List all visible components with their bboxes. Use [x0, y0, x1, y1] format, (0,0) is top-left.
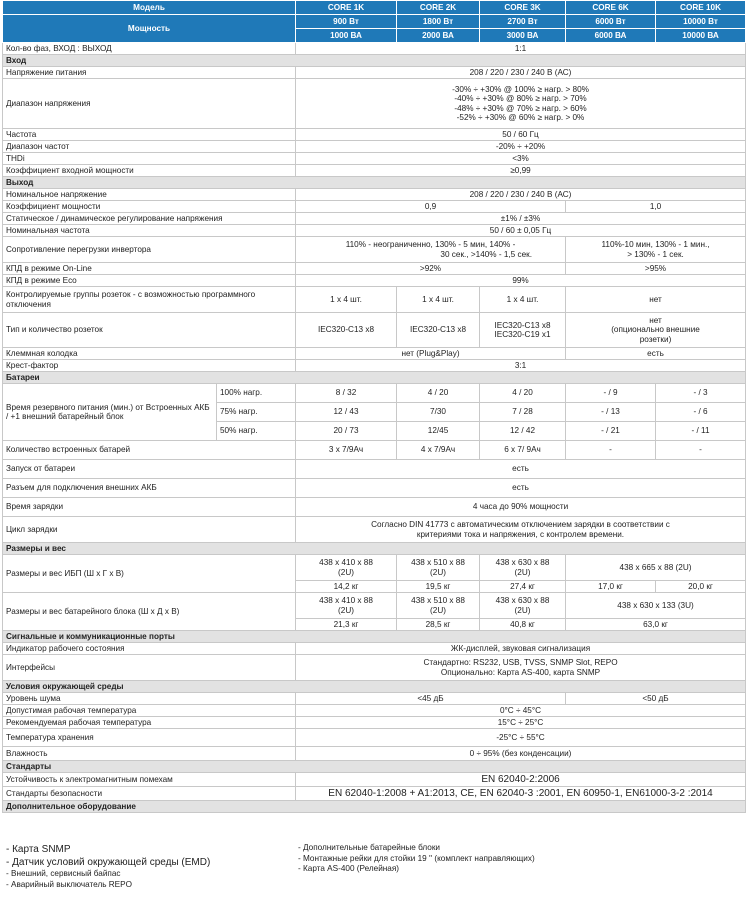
freq-label: Частота [3, 129, 296, 141]
ups-dims-large: 438 x 665 x 88 (2U) [566, 555, 746, 581]
sockets-large [566, 313, 746, 348]
op-temp-label: Допустимая рабочая температура [3, 705, 296, 717]
power-w-3k: 2700 Вт [480, 15, 566, 29]
row-charge-time [3, 498, 746, 517]
input-voltage-value: 208 / 220 / 230 / 240 В (АС) [296, 67, 746, 79]
overload-line: 110% - неограниченно, 130% - 5 мин, 140% - [345, 240, 516, 250]
eff-online-label: КПД в режиме On-Line [3, 263, 296, 275]
backup-cell: 12 / 43 [296, 403, 397, 422]
row-terminal [3, 348, 746, 360]
spec-table [2, 0, 746, 813]
section-title: Выход [3, 177, 746, 189]
row-outlet-groups [3, 287, 746, 313]
indicator-label: Индикатор рабочего состояния [3, 643, 296, 655]
batt-weight-2k: 28,5 кг [397, 619, 480, 631]
dims-line: 438 x 410 x 88 [319, 558, 373, 568]
dims-line: 438 x 510 x 88 [411, 596, 465, 606]
load-label: 75% нагр. [217, 403, 296, 422]
power-va-6k: 6000 ВА [566, 29, 656, 43]
dims-line: (2U) [430, 567, 446, 577]
row-interfaces [3, 655, 746, 681]
row-cold-start [3, 460, 746, 479]
sockets-2k: IEC320-C13 x8 [397, 313, 480, 348]
backup-cell: 7/30 [397, 403, 480, 422]
ups-weight-2k: 19,5 кг [397, 581, 480, 593]
row-nominal-freq [3, 225, 746, 237]
cold-start-value: есть [296, 460, 746, 479]
charge-time-label: Время зарядки [3, 498, 296, 517]
range-line: -48% ÷ +30% @ 70% ≥ нагр. > 60% [454, 103, 587, 113]
row-eff-online [3, 263, 746, 275]
dims-line: 438 x 510 x 88 [411, 558, 465, 568]
row-output-pf [3, 201, 746, 213]
battery-count-label: Количество встроенных батарей [3, 441, 296, 460]
ups-dims-3k [480, 555, 566, 581]
overload-line: 30 сек., >140% - 1,5 сек. [440, 249, 533, 259]
option-item: - Внешний, сервисный байпас [6, 869, 121, 878]
ext-battery-value: есть [296, 479, 746, 498]
eff-eco-value: 99% [296, 275, 746, 287]
dims-line: (2U) [514, 567, 531, 577]
dims-line: 438 x 630 x 88 [495, 558, 550, 568]
interfaces-label: Интерфейсы [3, 655, 296, 681]
interfaces-line: Опционально: Карта AS-400, карта SNMP [440, 667, 601, 677]
charge-time-value: 4 часа до 90% мощности [296, 498, 746, 517]
row-safety [3, 787, 746, 801]
ups-dims-2k [397, 555, 480, 581]
ups-dims-label: Размеры и вес ИБП (Ш х Г х В) [3, 555, 296, 593]
overload-line: > 130% - 1 сек. [627, 249, 684, 259]
sockets-line: нет [649, 316, 662, 326]
cycle-line: Согласно DIN 41773 с автоматическим отключением зарядки в соответствии с [371, 520, 670, 530]
outlet-groups-2k: 1 х 4 шт. [397, 287, 480, 313]
freq-range-value: -20% ÷ +20% [296, 141, 746, 153]
section-env [3, 681, 746, 693]
row-batt-dims [3, 593, 746, 619]
backup-cell: - / 6 [656, 403, 746, 422]
range-value [296, 79, 746, 129]
backup-cell: - / 21 [566, 422, 656, 441]
outlet-groups-3k: 1 х 4 шт. [480, 287, 566, 313]
section-title: Сигнальные и коммуникационные порты [3, 631, 746, 643]
backup-cell: 4 / 20 [397, 384, 480, 403]
row-charge-cycle [3, 517, 746, 543]
col-core-2k: CORE 2K [397, 1, 480, 15]
power-va-1k: 1000 ВА [296, 29, 397, 43]
load-label: 50% нагр. [217, 422, 296, 441]
op-temp-value: 0°С ÷ 45°С [296, 705, 746, 717]
row-phases [3, 43, 746, 55]
row-backup-100 [3, 384, 746, 403]
range-line: -52% ÷ +30% @ 60% ≥ нагр. > 0% [456, 112, 585, 122]
row-freq-range [3, 141, 746, 153]
output-voltage-value: 208 / 220 / 230 / 240 В (АС) [296, 189, 746, 201]
dims-line: (2U) [338, 567, 354, 577]
section-title: Условия окружающей среды [3, 681, 746, 693]
range-line: -30% ÷ +30% @ 100% ≥ нагр. > 80% [452, 85, 589, 95]
freq-value: 50 / 60 Гц [296, 129, 746, 141]
overload-line: 110%-10 мин, 130% - 1 мин., [601, 240, 710, 250]
row-rec-temp [3, 717, 746, 729]
batt-weight-1k: 21,3 кг [296, 619, 397, 631]
row-emc [3, 773, 746, 787]
row-sockets [3, 313, 746, 348]
batt-weight-large: 63,0 кг [566, 619, 746, 631]
input-pf-label: Коэффициент входной мощности [3, 165, 296, 177]
noise-large: <50 дБ [566, 693, 746, 705]
output-pf-large: 1,0 [566, 201, 746, 213]
row-input-pf [3, 165, 746, 177]
range-label: Диапазон напряжения [3, 79, 296, 129]
section-output [3, 177, 746, 189]
batt-dims-1k [296, 593, 397, 619]
backup-cell: 12/45 [397, 422, 480, 441]
section-title: Дополнительное оборудование [3, 801, 746, 813]
battery-count-6k: - [566, 441, 656, 460]
option-item: - Дополнительные батарейные блоки [298, 843, 440, 852]
eff-eco-label: КПД в режиме Eco [3, 275, 296, 287]
row-storage-temp [3, 729, 746, 747]
outlet-groups-1k: 1 х 4 шт. [296, 287, 397, 313]
row-ext-battery [3, 479, 746, 498]
dims-line: 438 x 630 x 88 [495, 596, 550, 606]
output-pf-small: 0,9 [296, 201, 566, 213]
output-pf-label: Коэффициент мощности [3, 201, 296, 213]
sockets-line: IEC320-C13 x8 [494, 320, 551, 330]
backup-label: Время резервного питания (мин.) от Встроенных АКБ / +1 внешний батарейный блок [3, 384, 217, 441]
ups-weight-6k: 17,0 кг [566, 581, 656, 593]
input-voltage-label: Напряжение питания [3, 67, 296, 79]
sockets-line: (опционально внешние [611, 325, 700, 335]
batt-dims-3k [480, 593, 566, 619]
row-output-voltage [3, 189, 746, 201]
power-va-3k: 3000 ВА [480, 29, 566, 43]
option-item: - Датчик условий окружающей среды (EMD) [6, 857, 211, 868]
backup-cell: 12 / 42 [480, 422, 566, 441]
model-header: Модель [3, 1, 296, 15]
sockets-3k [480, 313, 566, 348]
col-core-1k: CORE 1K [296, 1, 397, 15]
eff-online-small: >92% [296, 263, 566, 275]
batt-weight-3k: 40,8 кг [480, 619, 566, 631]
row-indicator [3, 643, 746, 655]
row-voltage-range [3, 79, 746, 129]
terminal-large: есть [566, 348, 746, 360]
section-dims [3, 543, 746, 555]
battery-count-2k: 4 х 7/9Ач [397, 441, 480, 460]
power-w-2k: 1800 Вт [397, 15, 480, 29]
crest-label: Крест-фактор [3, 360, 296, 372]
ext-battery-label: Разъем для подключения внешних АКБ [3, 479, 296, 498]
row-thdi [3, 153, 746, 165]
power-w-10k: 10000 Вт [656, 15, 746, 29]
row-eff-eco [3, 275, 746, 287]
section-options [3, 801, 746, 813]
ups-dims-1k [296, 555, 397, 581]
cycle-line: критериями тока и напряжения, с контролем времени. [416, 529, 625, 539]
eff-online-large: >95% [566, 263, 746, 275]
col-core-6k: CORE 6K [566, 1, 656, 15]
power-header: Мощность [3, 15, 296, 43]
option-item: - Карта SNMP [6, 844, 71, 855]
humidity-label: Влажность [3, 747, 296, 761]
row-humidity [3, 747, 746, 761]
range-line: -40% ÷ +30% @ 80% ≥ нагр. > 70% [454, 94, 587, 104]
section-standards [3, 761, 746, 773]
battery-count-3k: 6 х 7/ 9Ач [480, 441, 566, 460]
power-w-6k: 6000 Вт [566, 15, 656, 29]
section-input [3, 55, 746, 67]
backup-cell: 20 / 73 [296, 422, 397, 441]
interfaces-line: Стандартно: RS232, USB, TVSS, SNMP Slot, REPO [423, 658, 618, 668]
cold-start-label: Запуск от батареи [3, 460, 296, 479]
section-battery [3, 372, 746, 384]
nominal-freq-value: 50 / 60 ± 0,05 Гц [296, 225, 746, 237]
safety-label: Стандарты безопасности [3, 787, 296, 801]
power-w-1k: 900 Вт [296, 15, 397, 29]
emc-value: EN 62040-2:2006 [296, 773, 746, 787]
storage-temp-label: Температура хранения [3, 729, 296, 747]
header-row-model [3, 1, 746, 15]
row-noise [3, 693, 746, 705]
regulation-label: Статическое / динамическое регулирование напряжения [3, 213, 296, 225]
terminal-label: Клеммная колодка [3, 348, 296, 360]
dims-line: 438 x 410 x 88 [319, 596, 373, 606]
load-label: 100% нагр. [217, 384, 296, 403]
row-ups-dims [3, 555, 746, 581]
rec-temp-value: 15°С ÷ 25°С [296, 717, 746, 729]
section-signals [3, 631, 746, 643]
col-core-10k: CORE 10K [656, 1, 746, 15]
backup-cell: 4 / 20 [480, 384, 566, 403]
dims-line: (2U) [430, 605, 446, 615]
batt-dims-large: 438 x 630 x 133 (3U) [566, 593, 746, 619]
option-item: - Аварийный выключатель REPO [6, 879, 132, 889]
section-title: Вход [3, 55, 746, 67]
row-op-temp [3, 705, 746, 717]
indicator-value: ЖК-дисплей, звуковая сигнализация [296, 643, 746, 655]
phases-label: Кол-во фаз, ВХОД : ВЫХОД [3, 43, 296, 55]
battery-count-10k: - [656, 441, 746, 460]
phases-value: 1:1 [296, 43, 746, 55]
humidity-value: 0 ÷ 95% (без конденсации) [296, 747, 746, 761]
freq-range-label: Диапазон частот [3, 141, 296, 153]
thdi-label: THDi [3, 153, 296, 165]
backup-cell: - / 3 [656, 384, 746, 403]
power-va-2k: 2000 ВА [397, 29, 480, 43]
noise-label: Уровень шума [3, 693, 296, 705]
row-battery-count [3, 441, 746, 460]
backup-cell: 7 / 28 [480, 403, 566, 422]
emc-label: Устойчивость к электромагнитным помехам [3, 773, 296, 787]
section-title: Батареи [3, 372, 746, 384]
outlet-groups-large: нет [566, 287, 746, 313]
row-overload [3, 237, 746, 263]
output-voltage-label: Номинальное напряжение [3, 189, 296, 201]
section-title: Стандарты [3, 761, 746, 773]
backup-cell: - / 13 [566, 403, 656, 422]
sockets-label: Тип и количество розеток [3, 313, 296, 348]
charge-cycle-label: Цикл зарядки [3, 517, 296, 543]
dims-line: (2U) [338, 605, 354, 615]
sockets-1k: IEC320-C13 x8 [296, 313, 397, 348]
backup-cell: - / 11 [656, 422, 746, 441]
ups-weight-10k: 20,0 кг [656, 581, 746, 593]
overload-large [566, 237, 746, 263]
batt-dims-label: Размеры и вес батарейного блока (Ш х Д х В) [3, 593, 296, 631]
header-row-power-w [3, 15, 746, 29]
overload-small [296, 237, 566, 263]
outlet-groups-label: Контролируемые группы розеток - с возможностью программного отключения [3, 287, 296, 313]
row-frequency [3, 129, 746, 141]
section-title: Размеры и вес [3, 543, 746, 555]
row-input-voltage [3, 67, 746, 79]
rec-temp-label: Рекомендуемая рабочая температура [3, 717, 296, 729]
option-item: - Карта AS-400 (Релейная) [298, 864, 400, 874]
battery-count-1k: 3 х 7/9Ач [296, 441, 397, 460]
crest-value: 3:1 [296, 360, 746, 372]
overload-label: Сопротивление перегрузки инвертора [3, 237, 296, 263]
sockets-line: IEC320-C19 x1 [494, 330, 551, 339]
safety-value: EN 62040-1:2008 + A1:2013, CE, EN 62040-3 :2001, EN 60950-1, EN61000-3-2 :2014 [296, 787, 746, 801]
terminal-small: нет (Plug&Play) [296, 348, 566, 360]
row-regulation [3, 213, 746, 225]
input-pf-value: ≥0,99 [296, 165, 746, 177]
power-va-10k: 10000 ВА [656, 29, 746, 43]
regulation-value: ±1% / ±3% [296, 213, 746, 225]
thdi-value: <3% [296, 153, 746, 165]
col-core-3k: CORE 3K [480, 1, 566, 15]
options-right-list [298, 843, 535, 875]
storage-temp-value: -25°С ÷ 55°С [296, 729, 746, 747]
row-crest [3, 360, 746, 372]
sockets-line: розетки) [639, 334, 672, 344]
option-item: - Монтажные рейки для стойки 19 '' (комплект направляющих) [298, 853, 535, 863]
backup-cell: 8 / 32 [296, 384, 397, 403]
dims-line: (2U) [514, 605, 531, 615]
batt-dims-2k [397, 593, 480, 619]
options-left-list [6, 843, 210, 890]
ups-weight-1k: 14,2 кг [296, 581, 397, 593]
nominal-freq-label: Номинальная частота [3, 225, 296, 237]
charge-cycle-value [296, 517, 746, 543]
noise-small: <45 дБ [296, 693, 566, 705]
ups-weight-3k: 27,4 кг [480, 581, 566, 593]
backup-cell: - / 9 [566, 384, 656, 403]
interfaces-value [296, 655, 746, 681]
